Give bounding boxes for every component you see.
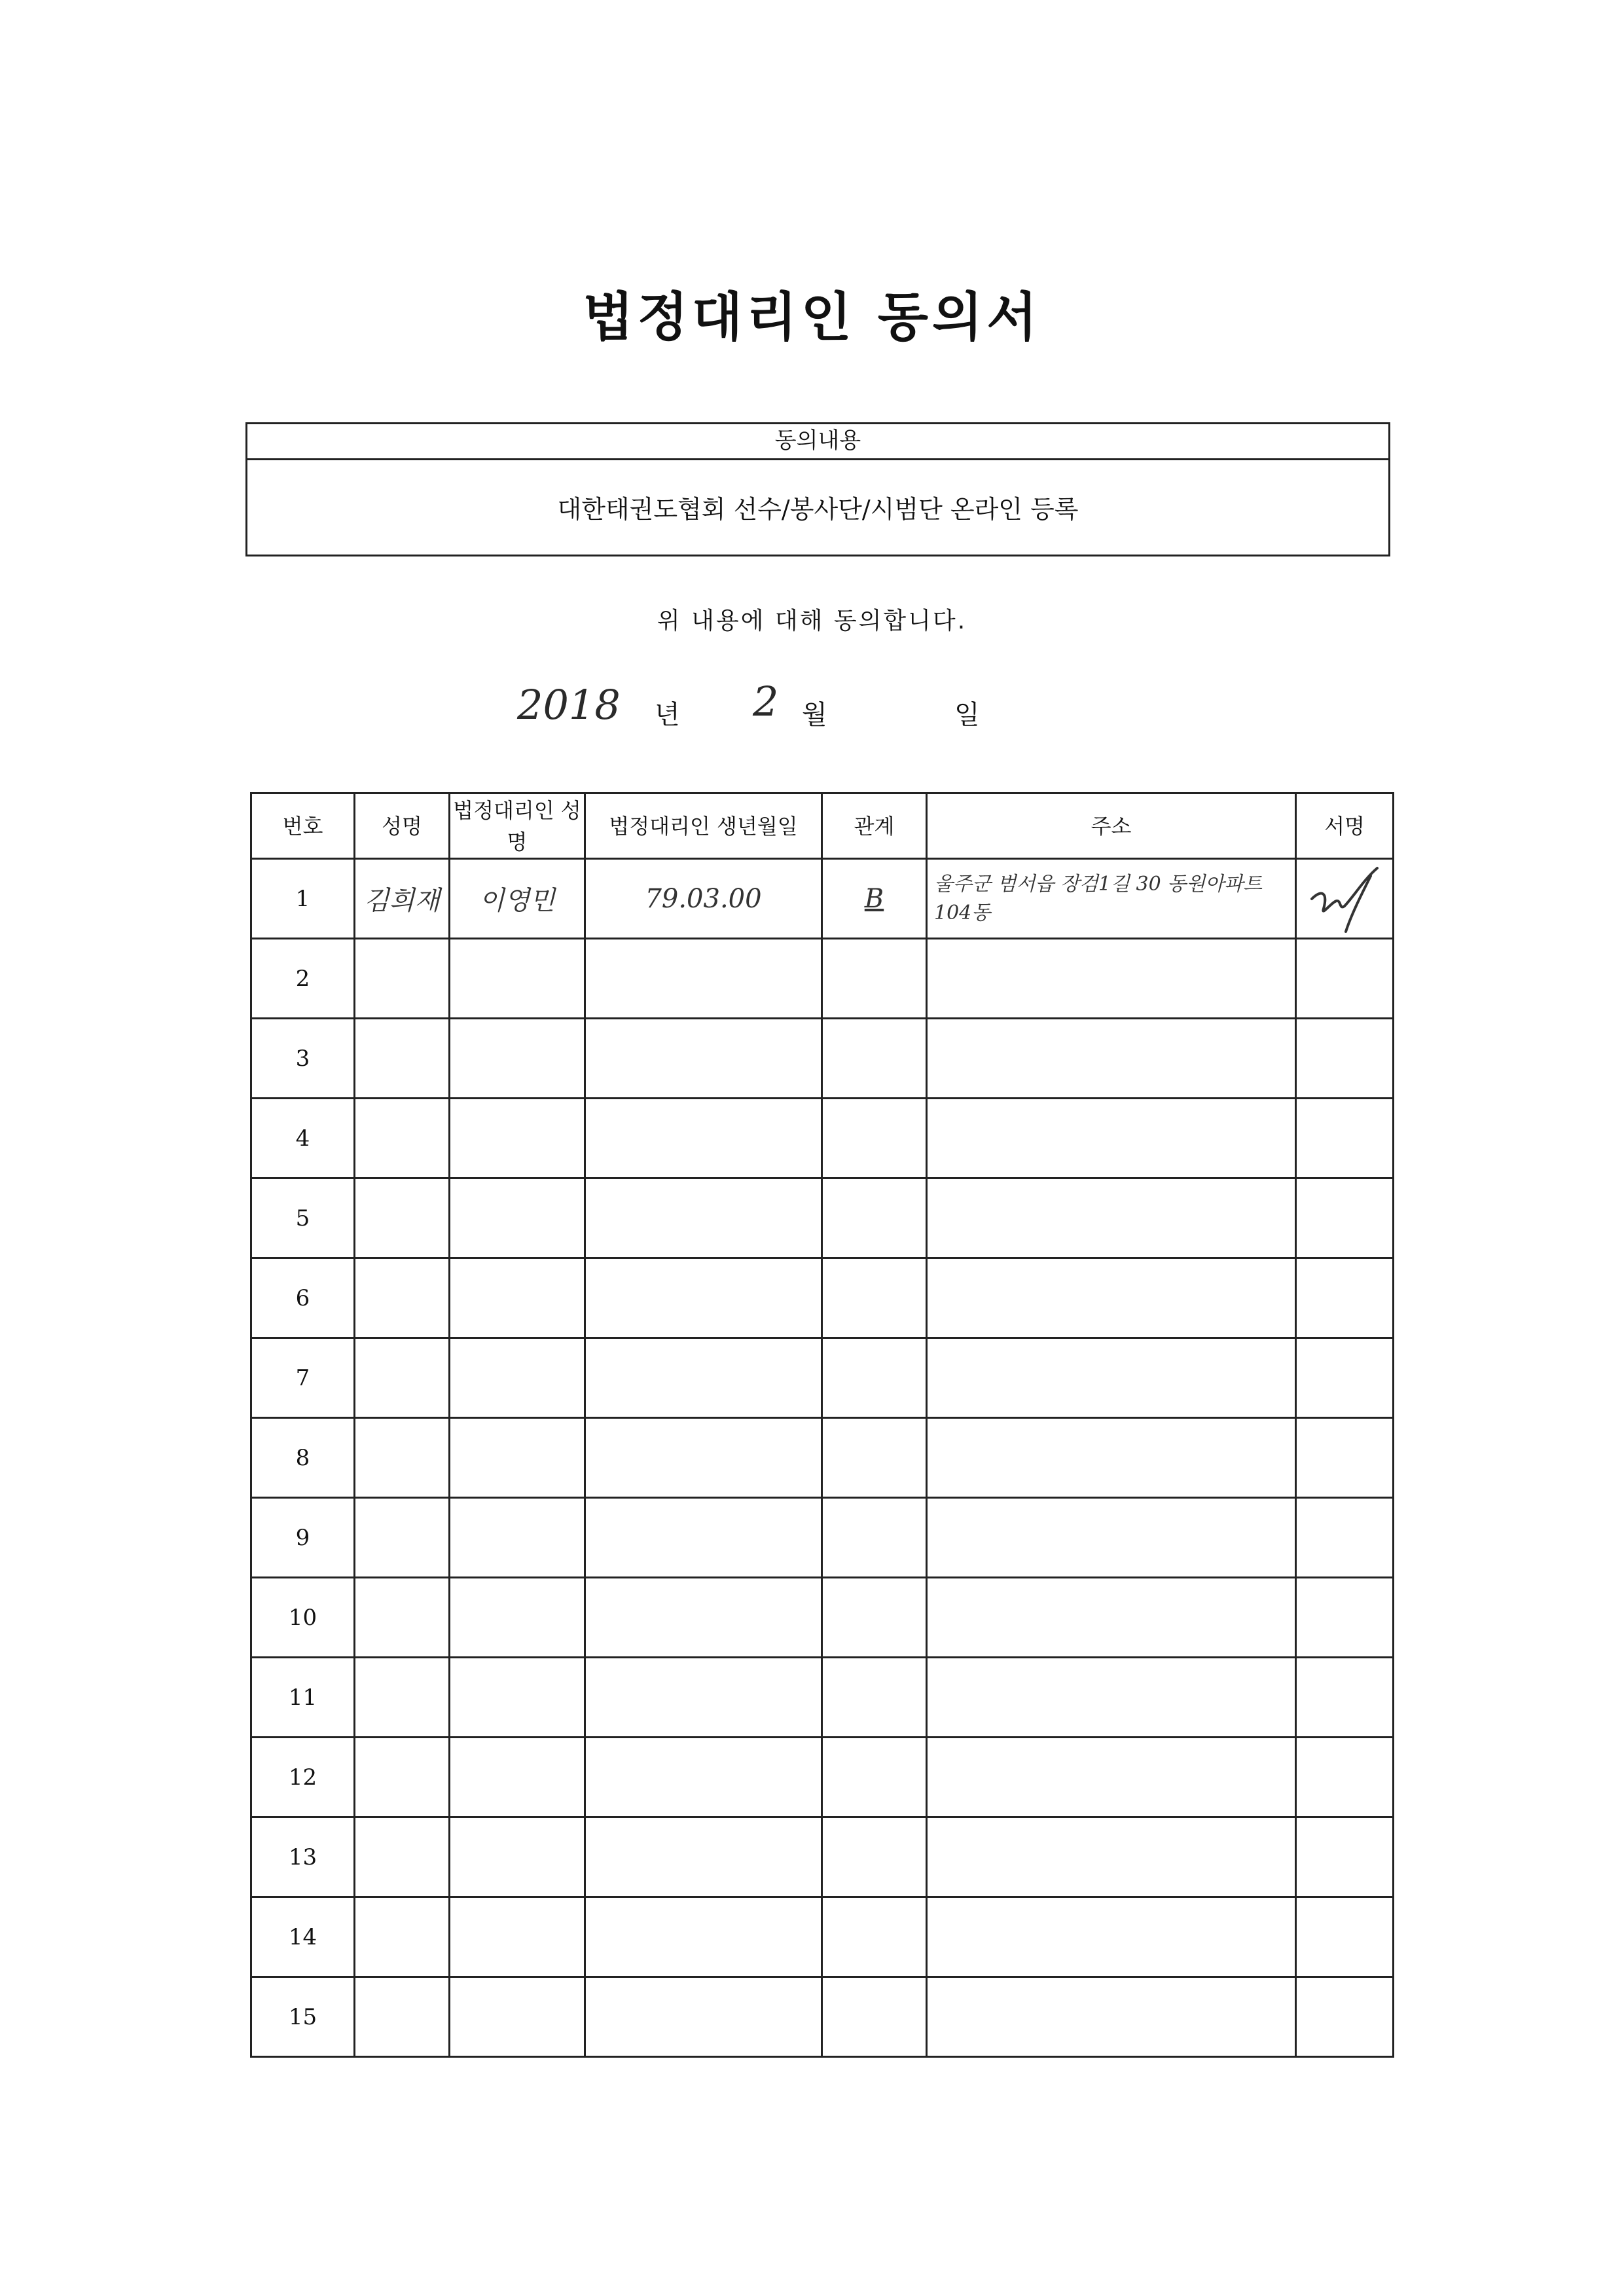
table-row — [251, 1498, 1394, 1578]
cell-relation — [822, 859, 927, 939]
guardian-table — [250, 792, 1394, 2058]
cell-signature — [1296, 1418, 1394, 1498]
cell-name — [355, 1658, 450, 1738]
cell-number: 5 — [251, 1178, 355, 1258]
cell-name — [355, 1977, 450, 2057]
cell-number: 8 — [251, 1418, 355, 1498]
cell-signature — [1296, 1578, 1394, 1658]
cell-relation — [822, 1738, 927, 1817]
agreement-statement: 위 내용에 대해 동의합니다. — [657, 608, 967, 634]
cell-name — [355, 1578, 450, 1658]
cell-address — [927, 1658, 1296, 1738]
table-row — [251, 1418, 1394, 1498]
cell-guardian-name — [450, 1178, 585, 1258]
cell-signature — [1296, 939, 1394, 1019]
cell-address — [927, 1258, 1296, 1338]
cell-guardian-name — [450, 1498, 585, 1578]
cell-relation — [822, 1418, 927, 1498]
cell-name — [355, 859, 450, 939]
header-relation: 관계 — [822, 793, 927, 859]
table-row — [251, 1019, 1394, 1099]
cell-number: 7 — [251, 1338, 355, 1418]
cell-signature — [1296, 1897, 1394, 1977]
cell-guardian-birth — [585, 1738, 822, 1817]
cell-number: 14 — [251, 1897, 355, 1977]
cell-guardian-birth — [585, 1817, 822, 1897]
table-row — [251, 1178, 1394, 1258]
cell-signature — [1296, 1258, 1394, 1338]
cell-signature — [1296, 1738, 1394, 1817]
cell-name — [355, 1019, 450, 1099]
cell-name — [355, 1338, 450, 1418]
handwritten-address: 울주군 범서읍 장검1길 30 동원아파트 104동 — [934, 872, 1263, 924]
cell-number: 3 — [251, 1019, 355, 1099]
cell-number: 9 — [251, 1498, 355, 1578]
cell-guardian-name — [450, 1738, 585, 1817]
cell-address — [927, 859, 1296, 939]
cell-name — [355, 1738, 450, 1817]
table-row — [251, 1738, 1394, 1817]
handwritten-name: 김희재 — [364, 886, 440, 916]
consent-header: 동의내용 — [247, 424, 1388, 460]
cell-number: 15 — [251, 1977, 355, 2057]
cell-guardian-birth — [585, 939, 822, 1019]
cell-address — [927, 1418, 1296, 1498]
cell-number: 10 — [251, 1578, 355, 1658]
cell-signature — [1296, 1099, 1394, 1178]
cell-name — [355, 1498, 450, 1578]
cell-guardian-birth — [585, 1658, 822, 1738]
table-row — [251, 1258, 1394, 1338]
date-year-handwritten: 2018 — [517, 681, 621, 729]
cell-number: 1 — [251, 859, 355, 939]
cell-name — [355, 1817, 450, 1897]
header-name: 성명 — [355, 793, 450, 859]
cell-address — [927, 1738, 1296, 1817]
date-month-label: 월 — [802, 700, 827, 730]
cell-guardian-name — [450, 939, 585, 1019]
cell-guardian-name — [450, 1258, 585, 1338]
cell-guardian-birth — [585, 1338, 822, 1418]
cell-signature — [1296, 1019, 1394, 1099]
header-signature: 서명 — [1296, 793, 1394, 859]
cell-signature — [1296, 1977, 1394, 2057]
cell-relation — [822, 1099, 927, 1178]
cell-address — [927, 1338, 1296, 1418]
cell-relation — [822, 1817, 927, 1897]
cell-address — [927, 1099, 1296, 1178]
cell-signature — [1296, 1658, 1394, 1738]
table-row — [251, 1338, 1394, 1418]
cell-number: 12 — [251, 1738, 355, 1817]
cell-relation — [822, 1658, 927, 1738]
cell-relation — [822, 1338, 927, 1418]
handwritten-signature — [1305, 863, 1384, 935]
cell-number: 11 — [251, 1658, 355, 1738]
table-row — [251, 1977, 1394, 2057]
header-guardian-birth: 법정대리인 생년월일 — [585, 793, 822, 859]
cell-name — [355, 1178, 450, 1258]
date-year-label: 년 — [655, 700, 680, 730]
cell-relation — [822, 1977, 927, 2057]
cell-guardian-birth — [585, 1178, 822, 1258]
table-row — [251, 859, 1394, 939]
cell-signature — [1296, 1817, 1394, 1897]
cell-guardian-birth — [585, 1099, 822, 1178]
handwritten-relation: B — [864, 883, 884, 914]
cell-guardian-name — [450, 1418, 585, 1498]
cell-guardian-name — [450, 1817, 585, 1897]
table-row — [251, 1897, 1394, 1977]
consent-body: 대한태권도협회 선수/봉사단/시범단 온라인 등록 — [557, 495, 1079, 524]
cell-address — [927, 1897, 1296, 1977]
cell-relation — [822, 1578, 927, 1658]
cell-address — [927, 1498, 1296, 1578]
cell-guardian-name — [450, 1897, 585, 1977]
cell-number: 6 — [251, 1258, 355, 1338]
date-day-label: 일 — [954, 700, 980, 730]
table-row — [251, 1658, 1394, 1738]
table-row — [251, 1099, 1394, 1178]
header-number: 번호 — [251, 793, 355, 859]
cell-address — [927, 1817, 1296, 1897]
table-row — [251, 1578, 1394, 1658]
cell-guardian-birth — [585, 859, 822, 939]
cell-relation — [822, 1019, 927, 1099]
cell-signature — [1296, 1338, 1394, 1418]
cell-guardian-birth — [585, 1897, 822, 1977]
cell-guardian-name — [450, 859, 585, 939]
cell-guardian-name — [450, 1658, 585, 1738]
cell-relation — [822, 939, 927, 1019]
document-title: 법정대리인 동의서 — [583, 287, 1041, 348]
cell-name — [355, 1897, 450, 1977]
table-row — [251, 939, 1394, 1019]
cell-guardian-birth — [585, 1578, 822, 1658]
cell-guardian-birth — [585, 1498, 822, 1578]
cell-relation — [822, 1178, 927, 1258]
header-address: 주소 — [927, 793, 1296, 859]
cell-guardian-birth — [585, 1418, 822, 1498]
cell-name — [355, 1418, 450, 1498]
cell-name — [355, 1099, 450, 1178]
header-guardian-name: 법정대리인 성명 — [450, 793, 585, 859]
date-month-handwritten: 2 — [753, 678, 779, 725]
cell-address — [927, 1178, 1296, 1258]
cell-guardian-birth — [585, 1019, 822, 1099]
cell-address — [927, 1578, 1296, 1658]
cell-guardian-name — [450, 1338, 585, 1418]
consent-box — [245, 422, 1390, 556]
cell-guardian-name — [450, 1578, 585, 1658]
cell-relation — [822, 1498, 927, 1578]
cell-guardian-name — [450, 1099, 585, 1178]
cell-address — [927, 1977, 1296, 2057]
cell-number: 13 — [251, 1817, 355, 1897]
cell-signature — [1296, 1178, 1394, 1258]
cell-signature — [1296, 859, 1394, 939]
handwritten-guardian-birth: 79.03.00 — [645, 883, 762, 914]
table-header-row — [251, 793, 1394, 859]
cell-guardian-name — [450, 1977, 585, 2057]
cell-relation — [822, 1258, 927, 1338]
date-row — [0, 678, 1624, 740]
cell-guardian-name — [450, 1019, 585, 1099]
cell-number: 4 — [251, 1099, 355, 1178]
handwritten-guardian-name: 이영민 — [479, 886, 555, 916]
cell-address — [927, 1019, 1296, 1099]
cell-number: 2 — [251, 939, 355, 1019]
cell-guardian-birth — [585, 1258, 822, 1338]
cell-address — [927, 939, 1296, 1019]
cell-name — [355, 939, 450, 1019]
cell-relation — [822, 1897, 927, 1977]
cell-signature — [1296, 1498, 1394, 1578]
cell-guardian-birth — [585, 1977, 822, 2057]
cell-name — [355, 1258, 450, 1338]
table-row — [251, 1817, 1394, 1897]
